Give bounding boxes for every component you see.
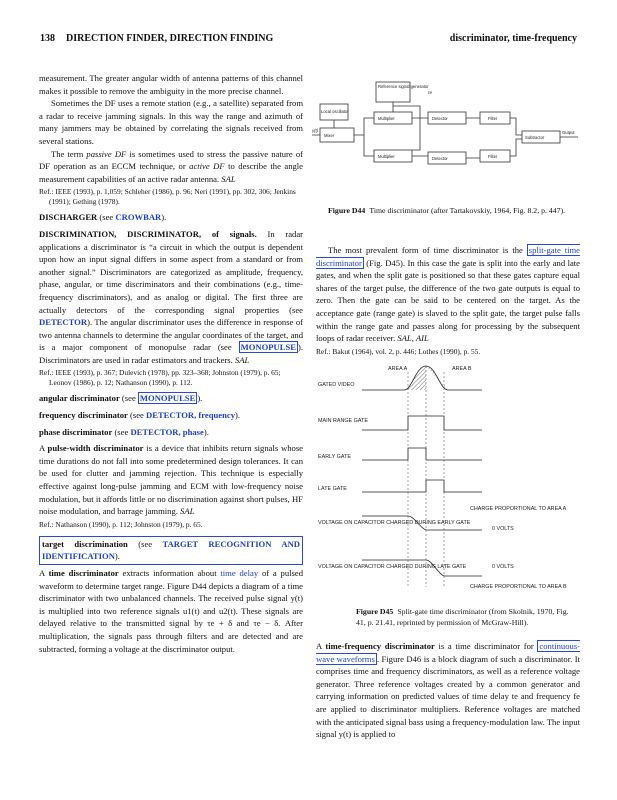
- text: of a pulsed waveform to determine target range. Figure D44 depicts a diagram of a time discriminator with two unbalanced channels. The received pulse signal y(t) is multiplied into two reference signals u1(t) and u2(t). These signals are delayed relative to the transmitted signal by τe + δ and τe − δ. After multiplication, the signals pass through filters and are detected and are subtracted, forming a voltage at the discriminator output.: [39, 568, 303, 654]
- text: The term: [51, 148, 87, 159]
- fig-label: VOLTAGE ON CAPACITOR CHARGED DURING LATE GATE: [318, 564, 467, 570]
- crossref-link[interactable]: time delay: [220, 568, 259, 578]
- text: is a device that inhibits return signals whose time durations do not fall into some predetermined design tolerances. It can be used for clutter and jamming rejection. This technique is especially effective against long-pulse jamming and ECM with low-frequency noise modulation, but it affords little or no discrimination against short pulses, HF noise modulation, and barrage jamming.: [39, 443, 303, 517]
- fig-label: τe: [428, 90, 432, 95]
- running-title: DIRECTION FINDER, DIRECTION FINDING: [66, 33, 274, 44]
- fig-label: GATED VIDEO: [318, 382, 355, 388]
- entry-frequency: [39, 409, 303, 422]
- entry-head: time-frequency discriminator: [325, 641, 435, 651]
- fig-label: Detector: [432, 156, 448, 161]
- text: is sometimes used to stress the passive nature of DF operation as an ECCM technique, or: [39, 148, 304, 172]
- fig-label: CHARGE PROPORTIONAL TO AREA A: [470, 506, 567, 512]
- fig-label: y(t): [312, 128, 319, 133]
- text: A: [316, 641, 326, 651]
- text: ).: [203, 426, 209, 437]
- crossref-link[interactable]: continuous-wave waveforms: [316, 641, 580, 664]
- text: ).: [235, 410, 241, 421]
- entry-discharger: [39, 211, 303, 224]
- entry-head: time discriminator: [48, 568, 119, 578]
- text: ). The angular discriminator uses the difference in response of two antenna channels to determine the angular coordinates of the target, and is a major component of monopulse radar (see: [39, 317, 303, 353]
- entry-head: angular discriminator: [39, 393, 120, 404]
- crossref-link[interactable]: split-gate time discriminator: [316, 245, 580, 268]
- figure-d45-caption: [356, 607, 578, 628]
- entry-target: [39, 536, 303, 565]
- figure-d44-diagram: [312, 80, 580, 180]
- figure-d44-caption: [328, 206, 578, 217]
- fig-label: LATE GATE: [318, 486, 347, 492]
- entry-time: [39, 567, 303, 655]
- page-number: 138: [40, 33, 55, 44]
- fig-label: MAIN RANGE GATE: [318, 418, 368, 424]
- paragraph: [39, 148, 303, 186]
- fig-label: Multiplier: [378, 154, 395, 159]
- reference: Ref.: IEEE (1993), p. 1,059; Schleher (1986), p. 96; Neri (1991), pp. 302, 306; Jenkins (1991); Gething (1978).: [39, 187, 296, 207]
- fig-label: Detector: [432, 116, 448, 121]
- entry-head: DISCRIMINATION, DISCRIMINATOR, of signals.: [39, 228, 257, 239]
- paragraph: Sometimes the DF uses a remote station (e.g., a satellite) separated from a radar to receive jamming signals. In this way the range and azimuth of many jammers may be obtained by correlating the signals received from several stations.: [39, 98, 303, 146]
- fig-label: Multiplier: [378, 116, 395, 121]
- crossref-link[interactable]: TARGET RECOGNITION AND IDENTIFICATION: [42, 538, 300, 562]
- reference: Ref.: Bakut (1964), vol. 2, p. 446; Lothes (1990), p. 55.: [316, 346, 481, 356]
- fig-label: Filter: [488, 116, 498, 121]
- text: ).: [161, 212, 167, 223]
- text: to describe the angle measurement capabilities of an active radar antenna.: [39, 161, 303, 184]
- crossref-link[interactable]: CROWBAR: [115, 212, 162, 223]
- entry-phase: [39, 426, 303, 439]
- figure-d45-diagram: [312, 362, 580, 600]
- crossref-link[interactable]: MONOPULSE: [139, 393, 196, 404]
- fig-label: Reference signal generator: [378, 84, 429, 89]
- fig-label: 0 VOLTS: [492, 564, 514, 570]
- fig-label: 0 VOLTS: [492, 526, 514, 532]
- fig-label: CHARGE PROPORTIONAL TO AREA B: [470, 584, 567, 590]
- paragraph: [316, 244, 580, 345]
- right-column-bottom: [316, 640, 580, 741]
- signature: SAL, AIL: [397, 333, 429, 344]
- entry-angular: [39, 392, 303, 405]
- text: ). Discriminators are used in radar estimators and trackers.: [39, 342, 303, 365]
- crossref-link[interactable]: DETECTOR, phase: [130, 426, 204, 437]
- text: (see: [127, 538, 163, 549]
- fig-label: Mixer: [324, 133, 335, 138]
- crossref-link[interactable]: MONOPULSE: [240, 342, 296, 353]
- fig-label: VOLTAGE ON CAPACITOR CHARGED DURING EARLY GATE: [318, 520, 471, 526]
- entry-head: frequency discriminator: [39, 410, 128, 421]
- text: The most prevalent form of time discriminator is the: [328, 245, 527, 255]
- text: A: [39, 443, 48, 454]
- figure-d44-labels: [312, 84, 575, 161]
- reference: Ref.: Nathanson (1990), p. 112; Johnston (1979), p. 65.: [39, 519, 203, 529]
- crossref-link[interactable]: DETECTOR, frequency: [146, 410, 235, 421]
- entry-head: DISCHARGER: [39, 212, 98, 223]
- text: extracts information about: [118, 568, 221, 578]
- fig-label: AREA B: [452, 366, 472, 372]
- caption-number: Figure D44: [328, 206, 366, 215]
- entry-pulse-width: [39, 442, 303, 518]
- text: (see: [112, 426, 131, 437]
- text: ).: [114, 551, 120, 562]
- signature: SAL: [180, 506, 195, 517]
- text: In radar applications a discriminator is “a circuit in which the output is dependent upon how an input signal differs in some aspect from a standard or from another signal.” Discriminators are categorized as amplitude, frequency, phase, angular, or time discriminators and their combinations (e.g., time-frequency discriminators), and as analog or digital. The first three are actually detectors of the corresponding signal properties (see: [39, 228, 303, 315]
- text: ).: [197, 393, 203, 404]
- fig-label: AREA A: [388, 366, 408, 372]
- signature: SAL: [221, 173, 236, 184]
- term: active DF: [189, 161, 225, 172]
- entry-head: pulse-width discriminator: [47, 443, 144, 454]
- left-column: [39, 72, 303, 655]
- text: is a time discriminator for: [434, 641, 538, 651]
- entry-discrimination: [39, 228, 303, 367]
- caption-number: Figure D45: [356, 607, 394, 616]
- running-title-right: discriminator, time-frequency: [449, 33, 577, 44]
- text: (Fig. D45). In this case the gate is split into the early and late gates, and when the split gate is positioned so that these gates capture equal shares of the target pulse, the difference of the two gate outputs is equal to zero. Then the gate can be said to be centered on the target. As the acceptance gate (range gate) is slaved to the split gate, the target pulse falls within the range gate and passes along for processing by the subsequent loops of radar receiver.: [316, 257, 580, 344]
- fig-label: Filter: [488, 154, 498, 159]
- figure-d45-labels: [318, 366, 567, 590]
- fig-label: Local oscillator: [321, 109, 349, 114]
- entry-head: target discrimination: [42, 538, 128, 549]
- right-column-top: [316, 244, 580, 360]
- term: passive DF: [86, 148, 127, 159]
- entry-head: phase discriminator: [39, 426, 113, 437]
- fig-label: EARLY GATE: [318, 454, 351, 460]
- paragraph: measurement. The greater angular width of antenna patterns of this channel makes it possible to remove the ambiguity in the more precise channel.: [39, 73, 303, 96]
- crossref-link[interactable]: DETECTOR: [39, 317, 88, 328]
- fig-label: Subtractor: [525, 135, 545, 140]
- fig-label: Output: [562, 130, 575, 135]
- text: . Figure D46 is a block diagram of such a discriminator. It comprises time and frequency discriminators, as well as a reference voltage generator. Three reference voltages created by a common generator and carrying information on predicted values of time delay te and frequency fe are applied to discriminator multipliers. Reference voltages are matched with the anticipated signal bass using a frequency-modulation law. The input signal y(t) is applied to: [316, 653, 580, 740]
- text: (see: [97, 212, 116, 223]
- text: A: [39, 568, 49, 578]
- caption-text: Split-gate time discriminator (from Skolnik, 1970, Fig. 41, p. 21.41, reprinted by permission of McGraw-Hill).: [356, 607, 569, 627]
- signature: SAL: [234, 354, 250, 365]
- reference: Ref.: IEEE (1993), p. 367; Dulevich (1978), pp. 323–368; Johnston (1979), p. 65; Leonov (1986), p. 12; Nathanson (1990), p. 112.: [39, 368, 281, 388]
- text: (see: [127, 410, 147, 421]
- paragraph: [316, 640, 580, 741]
- caption-text: Time discriminator (after Tartakovskiy, 1964, Fig. 8.2, p. 447).: [369, 206, 566, 215]
- text: (see: [119, 393, 138, 404]
